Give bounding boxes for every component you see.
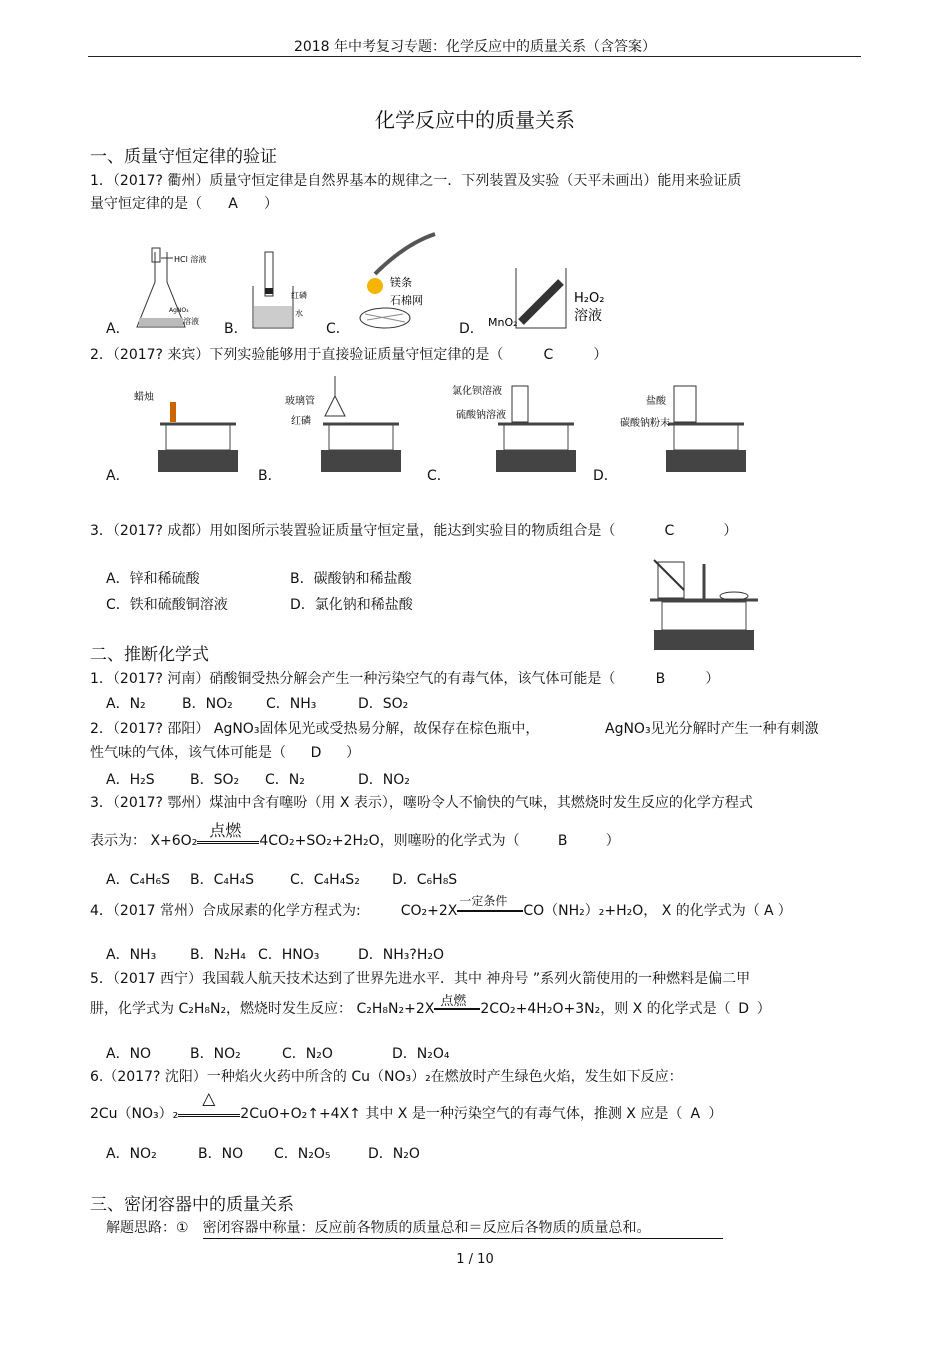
s2-q3-answer: B [557,833,568,849]
svg-text:盐酸: 盐酸 [646,396,666,407]
balance-hcl-na2co3-figure [620,380,750,480]
s1-q1-label-c: C． [326,321,350,337]
s2-q1-opt-b: B．NO₂ [182,696,233,712]
s1-q2-label-c: C． [427,468,451,484]
s3-hint: 解题思路：① 密闭容器中称量：反应前各物质的质量总和＝反应后各物质的质量总和。 [106,1217,723,1239]
s2-q2-opt-b: B．SO₂ [190,772,240,788]
s2-q4-opt-c: C．HNO₃ [258,947,320,963]
s2-q3-opt-c: C．C₄H₄S₂ [290,872,360,888]
balance-candle-figure [130,380,250,480]
s2-q2-line1a: 2．（2017? 邵阳） AgNO₃固体见光或受热易分解，故保存在棕色瓶中， [90,721,540,737]
s1-q1-label-d: D． [459,321,484,337]
s2-q4-opt-b: B．N₂H₄ [190,947,246,963]
balance-beaker-figure [640,556,770,656]
header-rule [88,56,861,57]
svg-text:AgNO₃: AgNO₃ [169,307,189,314]
s1-q1-line1: 1．（2017? 衢州）质量守恒定律是自然界基本的规律之一．下列装置及实验（天平未画出）能用来验证质 [90,173,742,189]
s1-q2-label-b: B． [258,468,282,484]
s2-q5-opt-b: B．NO₂ [190,1046,241,1062]
flask-hcl-figure [125,244,215,334]
s2-q6-opt-c: C．N₂O₅ [274,1146,331,1162]
s1-q2-label-a: A． [106,468,130,484]
svg-text:碳酸钠粉末: 碳酸钠粉末 [620,418,670,429]
fig-hcl-label: HCl 溶液 [174,255,207,264]
s1-q1-answer: A [228,196,238,212]
s1-q2-text: 2．（2017? 来宾）下列实验能够用于直接验证质量守恒定律的是（ C ） [90,347,608,363]
section-3-heading: 三、密闭容器中的质量关系 [90,1195,294,1215]
s2-q1-text: 1．（2017? 河南）硝酸铜受热分解会产生一种污染空气的有毒气体，该气体可能是（ B ） [90,671,720,687]
s2-q3-opt-b: B．C₄H₄S [190,872,255,888]
section-2-heading: 二、推断化学式 [90,645,209,665]
s2-q4-opt-a: A．NH₃ [106,947,157,963]
s2-q1-opt-a: A．N₂ [106,696,146,712]
s2-q3-opt-d: D．C₆H₈S [392,872,458,888]
s2-q2-answer: D [310,745,322,761]
s2-q3-equation: 表示为： X+6O₂ 点燃 4CO₂+SO₂+2H₂O，则噻吩的化学式为（ B ） [90,821,620,849]
svg-text:蜡烛: 蜡烛 [134,392,154,403]
s2-q6-opt-a: A．NO₂ [106,1146,157,1162]
svg-text:硫酸钠溶液: 硫酸钠溶液 [456,410,506,421]
s2-q6-opt-d: D．N₂O [368,1146,420,1162]
s1-q3-opt-d: D．氯化钠和稀盐酸 [290,597,413,613]
s1-q2-label-d: D． [593,468,618,484]
balance-bacl2-figure [450,378,580,478]
s2-q6-opt-b: B．NO [198,1146,244,1162]
s2-q5-answer: D [738,1001,750,1017]
page-header: 2018 年中考复习专题：化学反应中的质量关系（含答案） [293,39,657,55]
s1-q3-answer: C [664,523,675,539]
s2-q2-opt-d: D．NO₂ [358,772,410,788]
s2-q1-answer: B [655,671,666,687]
s1-q3-opt-a: A．锌和稀硫酸 [106,571,200,587]
s1-q1-label-b: B． [224,321,248,337]
s2-q6-answer: A [690,1106,701,1122]
section-1-heading: 一、质量守恒定律的验证 [90,147,277,167]
s2-q5-opt-d: D．N₂O₄ [392,1046,450,1062]
s2-q1-opt-d: D．SO₂ [358,696,409,712]
s2-q3-opt-a: A．C₄H₆S [106,872,170,888]
s2-q1-opt-c: C．NH₃ [266,696,317,712]
svg-text:镁条: 镁条 [390,276,412,289]
magnesium-burning-figure [345,224,455,334]
s2-q2-opt-c: C．N₂ [265,772,305,788]
s2-q4-answer: A [763,903,774,919]
s2-q4-equation: 4．（2017 常州）合成尿素的化学方程式为: CO₂+2X 一定条件 CO（NH₂）₂+H₂O， X 的化学式为（ A ） [90,894,792,919]
s2-q5-line1: 5．（2017 西宁）我国载人航天技术达到了世界先进水平．其中 神舟号 ”系列火箭使用的一种燃料是偏二甲 [90,971,751,987]
svg-text:H₂O₂: H₂O₂ [574,291,605,306]
balance-redp-figure [285,370,415,480]
svg-text:氯化钡溶液: 氯化钡溶液 [452,386,502,397]
svg-text:MnO₂: MnO₂ [488,316,518,329]
s1-q3-opt-c: C．铁和硫酸铜溶液 [106,597,228,613]
svg-text:石棉网: 石棉网 [390,294,423,307]
beaker-h2o2-figure [486,262,616,336]
s2-q2-line2: 性气味的气体，该气体可能是（ D ） [90,745,360,761]
s2-q5-opt-c: C．N₂O [282,1046,333,1062]
svg-text:水: 水 [295,309,303,318]
s2-q4-opt-d: D．NH₃?H₂O [358,947,444,963]
s1-q2-answer: C [543,347,554,363]
svg-text:红磷: 红磷 [291,291,307,300]
s1-q1-line2: 量守恒定律的是（ A ） [90,196,278,212]
s1-q1-label-a: A． [106,321,130,337]
s2-q2-opt-a: A．H₂S [106,772,155,788]
svg-text:溶液: 溶液 [574,308,602,324]
svg-text:溶液: 溶液 [183,317,199,326]
svg-text:玻璃管: 玻璃管 [285,396,315,407]
s2-q5-equation: 肼，化学式为 C₂H₈N₂，燃烧时发生反应： C₂H₈N₂+2X 点燃 2CO₂+4H₂O+3N₂，则 X 的化学式是（ D ） [90,994,771,1017]
s2-q6-line1: 6.（2017? 沈阳）一种焰火火药中所含的 Cu（NO₃）₂在燃放时产生绿色火焰，发生如下反应： [90,1069,683,1085]
s2-q2-line1b: AgNO₃见光分解时产生一种有刺激 [605,721,819,737]
page-title: 化学反应中的质量关系 [375,108,575,132]
page-number: 1 / 10 [456,1252,494,1267]
s2-q5-opt-a: A．NO [106,1046,152,1062]
s2-q6-equation: 2Cu（NO₃）₂ △ 2CuO+O₂↑+4X↑ 其中 X 是一种污染空气的有毒气体，推测 X 应是（ A ） [90,1089,723,1122]
s3-hint-text: 密闭容器中称量：反应前各物质的质量总和＝反应后各物质的质量总和。 [203,1217,723,1239]
s1-q3-text: 3．（2017? 成都）用如图所示装置验证质量守恒定量，能达到实验目的物质组合是（ C ） [90,523,738,539]
svg-text:红磷: 红磷 [291,416,311,427]
syringe-redp-figure [245,248,325,333]
s2-q3-line1: 3．（2017? 鄂州）煤油中含有噻吩（用 X 表示），噻吩令人不愉快的气味，其燃烧时发生反应的化学方程式 [90,795,753,811]
s1-q3-opt-b: B．碳酸钠和稀盐酸 [290,571,412,587]
